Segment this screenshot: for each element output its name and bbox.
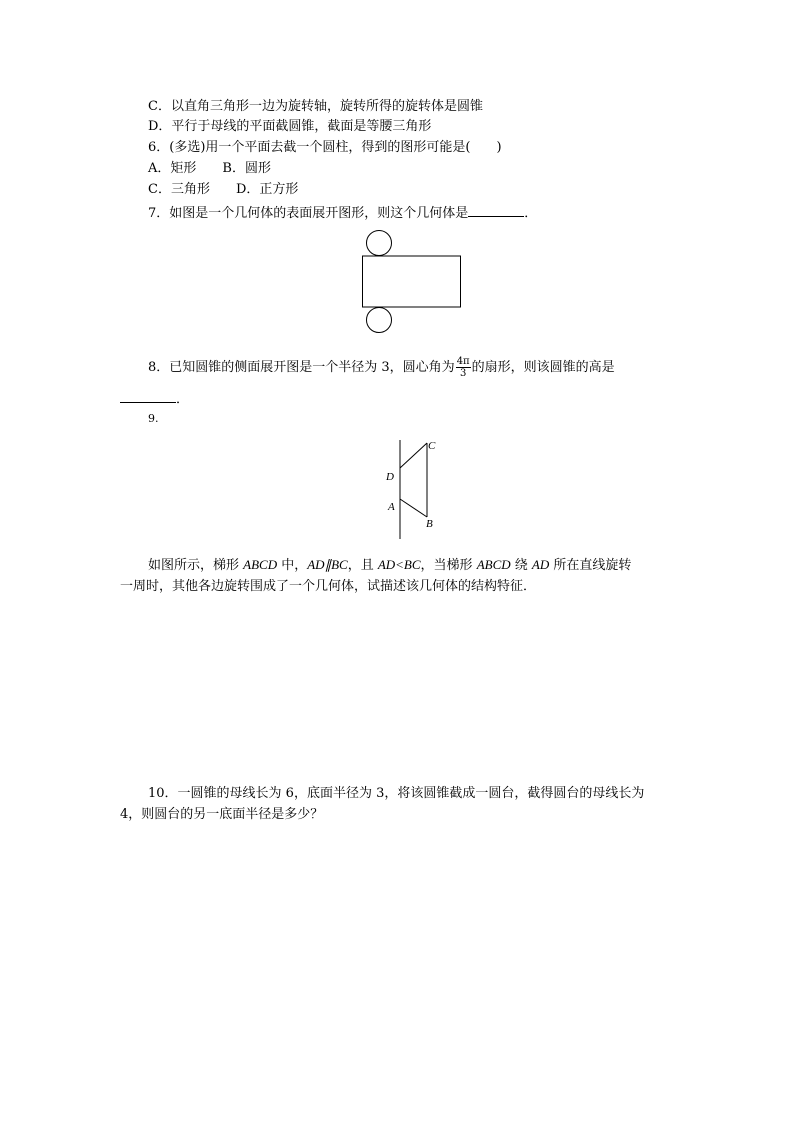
q7-line bbox=[148, 202, 537, 223]
q9-text-e: 绕 bbox=[510, 558, 532, 573]
trapezoid-figure bbox=[380, 436, 440, 542]
q6-stem: 6．(多选)用一个平面去截一个圆柱，得到的图形可能是( ) bbox=[148, 140, 502, 155]
label-c: C bbox=[428, 440, 436, 452]
label-d: D bbox=[386, 471, 394, 483]
q8-line2 bbox=[120, 388, 189, 409]
lateral-rectangle bbox=[363, 256, 461, 307]
q7-answer-blank bbox=[468, 202, 524, 217]
q9-text-c: ，且 bbox=[347, 558, 378, 573]
q8-answer-blank bbox=[120, 388, 176, 403]
top-circle bbox=[367, 231, 392, 256]
q8-line bbox=[148, 354, 615, 382]
q6-options-cd: C．三角形 D．正方形 bbox=[148, 182, 299, 197]
q6-options-ab: A．矩形 B．圆形 bbox=[148, 161, 271, 176]
q9-text-f: 所在直线旋转 bbox=[549, 558, 632, 573]
bottom-circle bbox=[367, 308, 392, 333]
label-a: A bbox=[388, 501, 395, 513]
q9-text-line1 bbox=[148, 556, 631, 575]
q9-text-line2: 一周时，其他各边旋转围成了一个几何体，试描述该几何体的结构特征． bbox=[120, 579, 537, 594]
cylinder-net-figure bbox=[355, 228, 470, 336]
q9-ad: AD bbox=[531, 557, 550, 572]
q9-number: 9. bbox=[148, 412, 159, 425]
q5-option-d: D．平行于母线的平面截圆锥，截面是等腰三角形 bbox=[148, 119, 432, 134]
q9-text-d: ，当梯形 bbox=[420, 558, 477, 573]
q8-fraction-numerator: 4π bbox=[456, 356, 470, 367]
q7-tail: ． bbox=[524, 206, 538, 221]
edge-ba bbox=[400, 499, 427, 517]
q10-line2: 4，则圆台的另一底面半径是多少？ bbox=[120, 807, 324, 822]
q9-abcd-1: ABCD bbox=[243, 557, 278, 572]
q7-stem: 7．如图是一个几何体的表面展开图形，则这个几何体是 bbox=[148, 206, 469, 221]
q8-stem-b: 的扇形，则该圆锥的高是 bbox=[471, 360, 615, 375]
q9-ad-parallel-bc: AD∥BC bbox=[307, 557, 348, 572]
q9-text-a: 如图所示，梯形 bbox=[148, 558, 244, 573]
q9-text-b: 中， bbox=[277, 558, 308, 573]
q8-tail: ． bbox=[176, 392, 190, 407]
q10-line1: 10．一圆锥的母线长为 6，底面半径为 3，将该圆锥截成一圆台，截得圆台的母线长为 bbox=[148, 786, 645, 801]
q8-fraction-denominator: 3 bbox=[459, 368, 467, 379]
q8-stem-a: 8．已知圆锥的侧面展开图是一个半径为 3，圆心角为 bbox=[148, 360, 455, 375]
q5-option-c: C．以直角三角形一边为旋转轴，旋转所得的旋转体是圆锥 bbox=[148, 99, 483, 114]
q8-fraction bbox=[456, 356, 471, 379]
label-b: B bbox=[426, 518, 433, 530]
edge-dc bbox=[400, 443, 427, 468]
q9-ad-less-bc: AD<BC bbox=[377, 557, 421, 572]
q9-abcd-2: ABCD bbox=[476, 557, 511, 572]
